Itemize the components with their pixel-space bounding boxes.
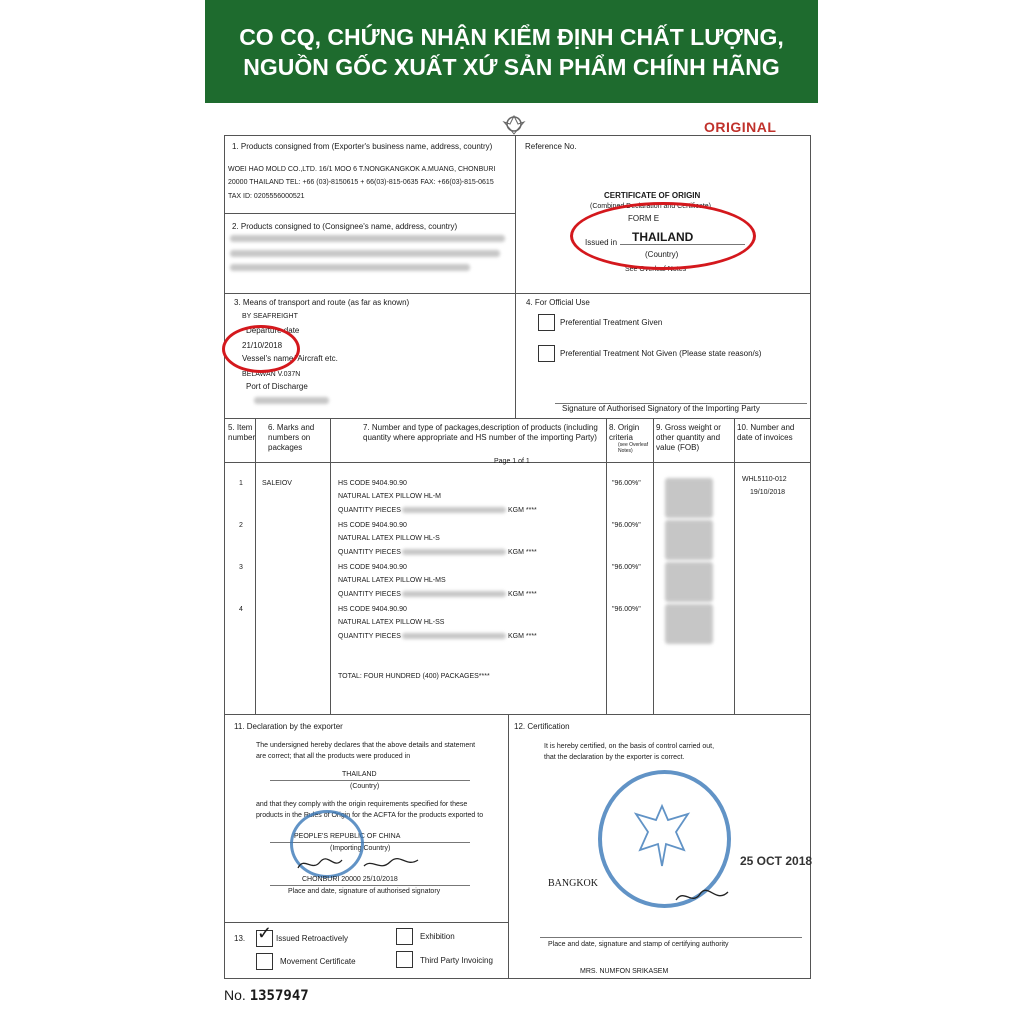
importing-country: PEOPLE'S REPUBLIC OF CHINA — [294, 833, 401, 840]
certification-city: BANGKOK — [548, 878, 598, 889]
preferential-not-given-checkbox[interactable] — [538, 345, 555, 362]
certification-place-label: Place and date, signature and stamp of certifying authority — [548, 941, 729, 948]
divider-table-footer — [224, 714, 810, 715]
reference-label: Reference No. — [525, 142, 577, 151]
item-origin: "96.00%" — [612, 480, 641, 487]
redacted-weight — [665, 604, 713, 644]
declaration-country-underline — [270, 780, 470, 781]
banner-line-1: CO CQ, CHỨNG NHẬN KIỂM ĐỊNH CHẤT LƯỢNG, — [239, 23, 784, 50]
declaration-line-2: are correct; that all the products were produced in — [256, 753, 411, 760]
exhibition-checkbox[interactable] — [396, 928, 413, 945]
certifying-officer-name: MRS. NUMFON SRIKASEM — [580, 968, 669, 975]
redacted-quantity — [402, 633, 506, 639]
importing-country-label: (Importing Country) — [330, 845, 391, 852]
item-origin: "96.00%" — [612, 522, 641, 529]
certificate-subtitle: (Combined Declaration and Certificate) — [590, 203, 711, 210]
redacted-consignee-1 — [230, 235, 505, 242]
invoice-date: 19/10/2018 — [750, 489, 786, 496]
certification-date-stamp: 25 OCT 2018 — [740, 854, 813, 868]
box13-number: 13. — [234, 934, 246, 943]
item-quantity-label: QUANTITY PIECES — [338, 633, 401, 640]
col-header-origin: 8. Origin criteria — [609, 423, 640, 442]
item-description: NATURAL LATEX PILLOW HL-M — [338, 493, 441, 500]
exhibition-label: Exhibition — [420, 932, 455, 941]
col-header-origin-note: (see Overleaf Notes) — [618, 442, 649, 454]
col-divider-7 — [606, 418, 607, 714]
divider-box3-table — [224, 418, 810, 419]
issued-retroactively-label: Issued Retroactively — [276, 934, 349, 943]
checkmark-icon: ✓ — [257, 923, 273, 943]
divider-box1-box2 — [224, 213, 515, 214]
certificate-title: CERTIFICATE OF ORIGIN — [604, 191, 701, 200]
redacted-consignee-2 — [230, 250, 500, 257]
item-origin: "96.00%" — [612, 606, 641, 613]
overleaf-notes: See Overleaf Notes — [625, 266, 687, 273]
divider-box2-box3 — [224, 293, 810, 294]
exporter-tax-id: TAX ID: 0205556000521 — [228, 193, 305, 200]
movement-certificate-checkbox[interactable] — [256, 953, 273, 970]
col-header-marks: 6. Marks and numbers on packages — [268, 423, 315, 452]
col-divider-6 — [330, 418, 331, 714]
divider-top-middle — [515, 135, 516, 418]
frame-bottom — [224, 978, 811, 979]
preferential-given-checkbox[interactable] — [538, 314, 555, 331]
item-number: 4 — [239, 606, 243, 613]
exporter-signature — [294, 852, 434, 876]
item-quantity-label: QUANTITY PIECES — [338, 549, 401, 556]
declaration-line-1: The undersigned hereby declares that the above details and statement — [256, 742, 476, 749]
red-highlight-circle-form — [570, 202, 756, 270]
item-hs-code: HS CODE 9404.90.90 — [338, 606, 407, 613]
vessel-label: Vessel's name/ Aircraft etc. — [242, 354, 338, 363]
country-label: (Country) — [645, 250, 679, 259]
redacted-weight — [665, 562, 713, 602]
redacted-quantity — [402, 549, 506, 555]
title-banner — [205, 0, 818, 103]
item-kgm: KGM **** — [508, 591, 537, 598]
departure-label: Departure date — [246, 326, 300, 335]
col-header-item: 5. Item number — [228, 423, 256, 442]
total-packages: TOTAL: FOUR HUNDRED (400) PACKAGES**** — [338, 673, 490, 680]
declaration-place-date: CHONBURI 20000 25/10/2018 — [302, 876, 398, 883]
declaration-line-3: and that they comply with the origin requirements specified for these — [256, 801, 468, 808]
redacted-weight — [665, 478, 713, 518]
declaration-country: THAILAND — [342, 771, 377, 778]
item-description: NATURAL LATEX PILLOW HL-SS — [338, 619, 445, 626]
departure-date: 21/10/2018 — [242, 341, 283, 350]
item-kgm: KGM **** — [508, 549, 537, 556]
col-header-description: 7. Number and type of packages,description of products (including quantity where appropriate and HS number of the importing Party) — [363, 423, 598, 442]
box4-title: 4. For Official Use — [526, 298, 590, 307]
movement-certificate-label: Movement Certificate — [280, 957, 356, 966]
issued-in-label: Issued in — [585, 238, 618, 247]
box1-title: 1. Products consigned from (Exporter's business name, address, country) — [232, 142, 493, 151]
red-highlight-circle-date — [222, 325, 300, 373]
importing-signature-label: Signature of Authorised Signatory of the Importing Party — [562, 404, 760, 413]
certification-line-2: that the declaration by the exporter is correct. — [544, 754, 685, 761]
divider-bottom-middle — [508, 714, 509, 978]
item-quantity-label: QUANTITY PIECES — [338, 507, 401, 514]
marks-value: SALEIOV — [262, 480, 292, 487]
banner-line-2: NGUỒN GỐC XUẤT XỨ SẢN PHẨM CHÍNH HÃNG — [243, 53, 780, 80]
garuda-seal-icon — [630, 800, 694, 872]
third-party-invoicing-checkbox[interactable] — [396, 951, 413, 968]
box3-title: 3. Means of transport and route (as far as known) — [234, 298, 410, 307]
serial-value: 1357947 — [249, 988, 309, 1004]
exporter-line-1: WOEI HAO MOLD CO.,LTD. 16/1 MOO 6 T.NONGKANGKOK A.MUANG, CHONBURI — [228, 166, 496, 173]
redacted-port — [254, 397, 329, 404]
port-label: Port of Discharge — [246, 382, 308, 391]
item-number: 1 — [239, 480, 243, 487]
item-number: 2 — [239, 522, 243, 529]
declaration-place-label: Place and date, signature of authorised signatory — [288, 888, 441, 895]
certification-signature-line — [540, 937, 802, 938]
item-description: NATURAL LATEX PILLOW HL-MS — [338, 577, 446, 584]
item-hs-code: HS CODE 9404.90.90 — [338, 522, 407, 529]
serial-number — [224, 987, 309, 1004]
item-kgm: KGM **** — [508, 507, 537, 514]
box12-title: 12. Certification — [514, 722, 570, 731]
declaration-country-label: (Country) — [350, 783, 380, 790]
item-origin: "96.00%" — [612, 564, 641, 571]
certificate-document — [210, 110, 815, 1015]
vessel-name: BELAWAN V.037N — [242, 371, 301, 378]
preferential-given-label: Preferential Treatment Given — [560, 318, 663, 327]
redacted-quantity — [402, 591, 506, 597]
col-header-invoices: 10. Number and date of invoices — [737, 423, 795, 442]
preferential-not-given-label: Preferential Treatment Not Given (Please state reason/s) — [560, 349, 762, 358]
garuda-emblem-icon — [502, 112, 526, 136]
col-divider-9 — [734, 418, 735, 714]
certification-line-1: It is hereby certified, on the basis of control carried out, — [544, 743, 715, 750]
col-divider-8 — [653, 418, 654, 714]
issued-country: THAILAND — [632, 230, 694, 244]
declaration-signature-line — [270, 885, 470, 886]
item-hs-code: HS CODE 9404.90.90 — [338, 480, 407, 487]
third-party-invoicing-label: Third Party Invoicing — [420, 956, 493, 965]
serial-label: No. — [224, 987, 246, 1003]
transport-mode: BY SEAFREIGHT — [242, 313, 298, 320]
frame-left — [224, 135, 225, 978]
original-label: ORIGINAL — [704, 119, 777, 135]
declaration-line-4: products in the Rules of Origin for the ACFTA for the products exported to — [256, 812, 484, 819]
redacted-weight — [665, 520, 713, 560]
item-description: NATURAL LATEX PILLOW HL-S — [338, 535, 440, 542]
form-e-label: FORM E — [628, 214, 660, 223]
box2-title: 2. Products consigned to (Consignee's name, address, country) — [232, 222, 458, 231]
col-header-weight: 9. Gross weight or other quantity and value (FOB) — [656, 423, 721, 452]
redacted-consignee-3 — [230, 264, 470, 271]
item-hs-code: HS CODE 9404.90.90 — [338, 564, 407, 571]
exporter-line-2: 20000 THAILAND TEL: +66 (03)-8150615 + 66(03)-815-0635 FAX: +66(03)-815-0615 — [228, 179, 494, 186]
item-number: 3 — [239, 564, 243, 571]
col-divider-5 — [255, 418, 256, 714]
officer-signature — [672, 886, 732, 908]
frame-top — [224, 135, 811, 136]
frame-right — [810, 135, 811, 978]
box11-title: 11. Declaration by the exporter — [234, 722, 343, 731]
item-kgm: KGM **** — [508, 633, 537, 640]
redacted-quantity — [402, 507, 506, 513]
page-indicator: Page 1 of 1 — [494, 458, 530, 465]
item-quantity-label: QUANTITY PIECES — [338, 591, 401, 598]
invoice-number: WHL5110-012 — [742, 476, 787, 483]
